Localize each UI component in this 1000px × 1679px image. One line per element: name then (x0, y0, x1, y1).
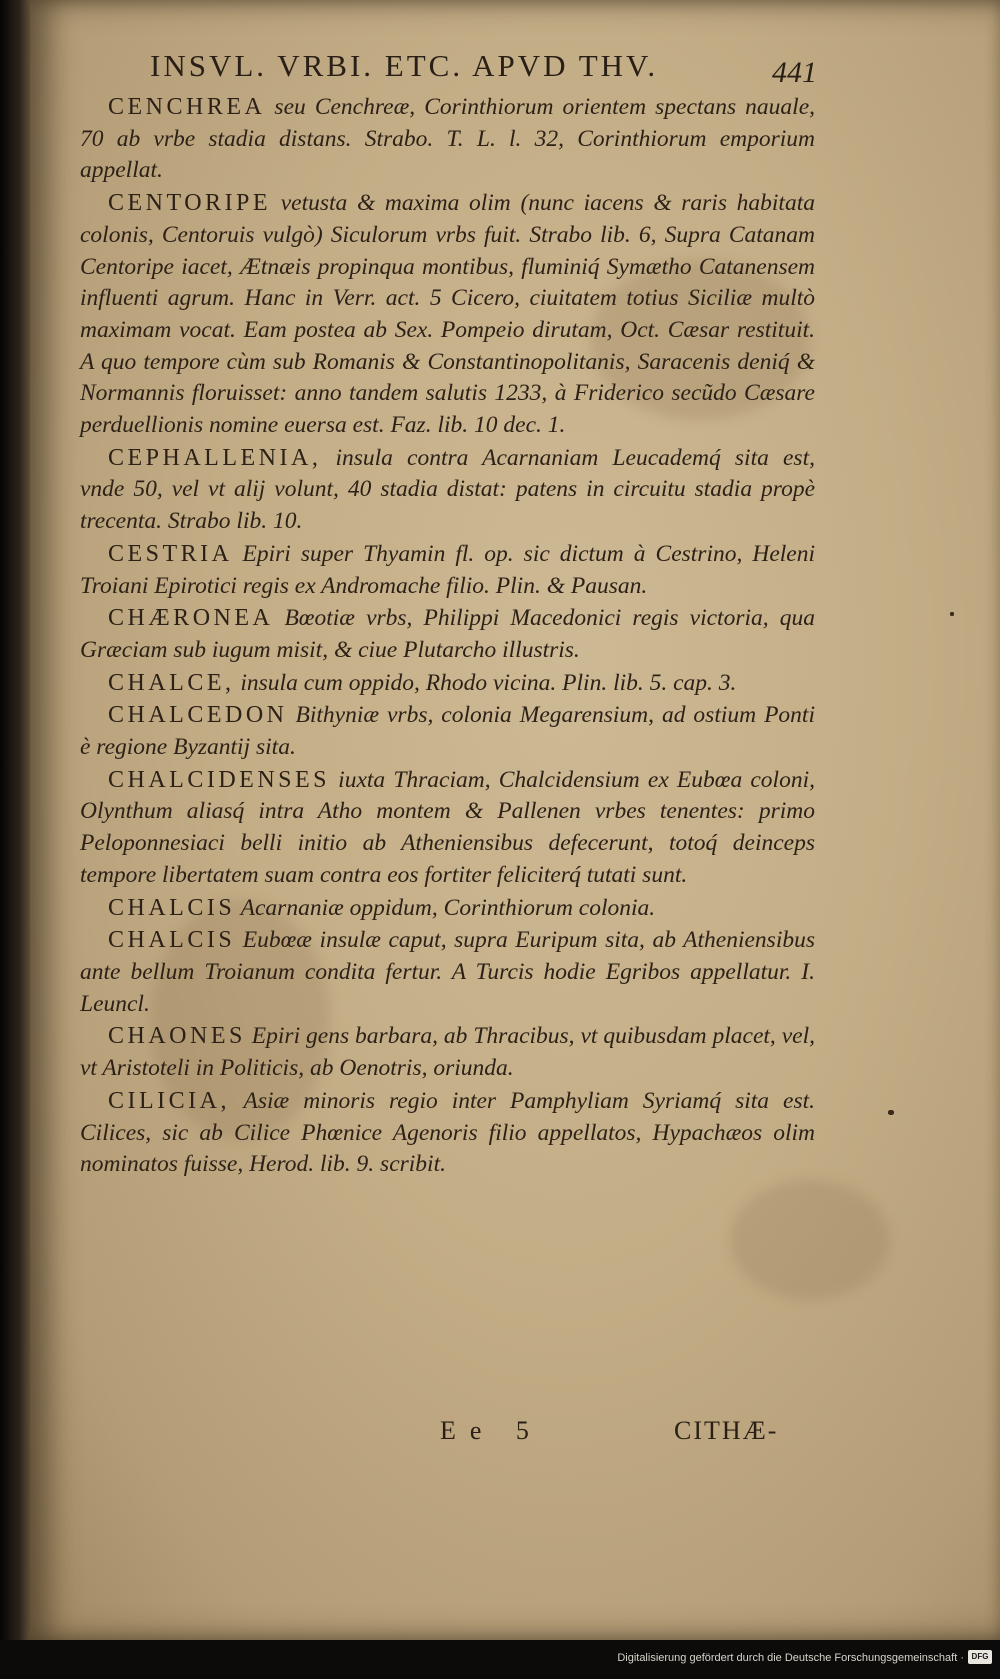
entry (80, 925, 815, 1020)
entry-text: insula cum oppido, Rhodo vicina. Plin. lib. 5. cap. 3. (234, 669, 737, 696)
entry-list (80, 92, 815, 1181)
entry-text: Bœotiæ vrbs, Philippi Macedonici regis victoria, qua Græciam sub iugum misit, & ciue Plutarcho illustris. (80, 605, 815, 663)
running-head: INSVL. VRBI. ETC. APVD THV. (150, 48, 659, 83)
entry-text: insula contra Acarnaniam Leucademq́ sita est, vnde 50, vel vt alij volunt, 40 stadia distat: patens in circuitu stadia propè trecenta. Strabo lib. 10. (80, 444, 815, 535)
entry-text: Asiæ minoris regio inter Pamphyliam Syriamq́ sita est. Cilices, sic ab Cilice Phœnice Agenoris filio appellatos, Hypachæos olim nominatos fuisse, Herod. lib. 9. scribit. (80, 1087, 815, 1178)
credit-bar (0, 1640, 1000, 1679)
entry-text: Eubœæ insulæ caput, supra Euripum sita, ab Atheniensibus ante bellum Troianum condita fertur. A Turcis hodie Egribos appellatur. I. Leuncl. (80, 927, 815, 1017)
funding-credit: Digitalisierung gefördert durch die Deutsche Forschungsgemeinschaft · (617, 1652, 964, 1664)
entry-headword: CESTRIA (108, 540, 233, 567)
entry-text: Epiri gens barbara, ab Thracibus, vt quibusdam placet, vel, vt Aristoteli in Politicis, ab Oenotris, oriunda. (80, 1023, 815, 1082)
entry-headword: CILICIA, (108, 1087, 230, 1114)
entry (80, 893, 815, 925)
catchword: CITHÆ- (674, 1416, 779, 1445)
entry-headword: CHALCIS (108, 927, 236, 954)
entry (80, 443, 815, 538)
entry (80, 668, 815, 700)
entry-text: Bithyniæ vrbs, colonia Megarensium, ad ostium Ponti è regione Byzantij sita. (80, 702, 815, 761)
paper-stain (730, 1180, 890, 1300)
ink-speck (888, 1110, 894, 1115)
entry-text: iuxta Thraciam, Chalcidensium ex Eubœa coloni, Olynthum aliasq́ intra Atho montem & Pallenen vrbes tenentes: primo Peloponnesiaci belli initio ab Atheniensibus defecerunt, totoq́ deinceps tempore libertatem suam contra eos fortiter feliciterq́ tutati sunt. (80, 766, 815, 888)
signature-mark: Ee 5 (440, 1416, 543, 1445)
ink-speck (950, 612, 954, 616)
entry-headword: CHALCIDENSES (108, 766, 331, 793)
entry-headword: CHÆRONEA (108, 605, 274, 632)
entry-text: Epiri super Thyamin fl. op. sic dictum à Cestrino, Heleni Troiani Epirotici regis ex Andromache filio. Plin. & Pausan. (80, 540, 815, 599)
book-page (30, 0, 1000, 1640)
entry-text: Acarnaniæ oppidum, Corinthiorum colonia. (235, 894, 656, 921)
entry-headword: CENCHREA (108, 94, 266, 120)
entry-headword: CHALCIS (108, 894, 236, 921)
entry-headword: CHALCE, (108, 669, 235, 696)
page-footer (30, 1416, 1000, 1452)
entry (80, 1021, 815, 1084)
entry-headword: CEPHALLENIA, (108, 444, 322, 471)
entry (80, 603, 815, 666)
entry (80, 92, 815, 187)
entry (80, 765, 815, 892)
entry (80, 700, 815, 763)
page-number: 441 (772, 56, 817, 89)
entry-text: vetusta & maxima olim (nunc iacens & raris habitata colonis, Centoruis vulgò) Siculorum vrbs fuit. Strabo lib. 6, Supra Catanam Centoripe iacet, Ætnæis propinqua montibus, fluminiq́ Symætho Catanensem influenti agrum. Hanc in Verr. act. 5 Cicero, ciuitatem totius Siciliæ multò maximam vocat. Eam postea ab Sex. Pompeio dirutam, Oct. Cæsar restituit. A quo tempore cùm sub Romanis & Constantinopolitanis, Saracenis deniq́ & Normannis floruisset: anno tandem salutis 1233, à Friderico secũdo Cæsare perduellionis nomine euersa est. Faz. lib. 10 dec. 1. (80, 190, 815, 439)
dfg-logo-icon: DFG (968, 1650, 992, 1664)
entry (80, 188, 815, 442)
entry-headword: CHAONES (108, 1023, 246, 1050)
entry-text: seu Cenchreæ, Corinthiorum orientem spectans nauale, 70 ab vrbe stadia distans. Strabo. T. L. l. 32, Corinthiorum emporium appellat. (80, 94, 815, 184)
entry-headword: CHALCEDON (108, 702, 288, 729)
entry (80, 539, 815, 602)
entry (80, 1086, 815, 1181)
entry-headword: CENTORIPE (108, 190, 272, 217)
